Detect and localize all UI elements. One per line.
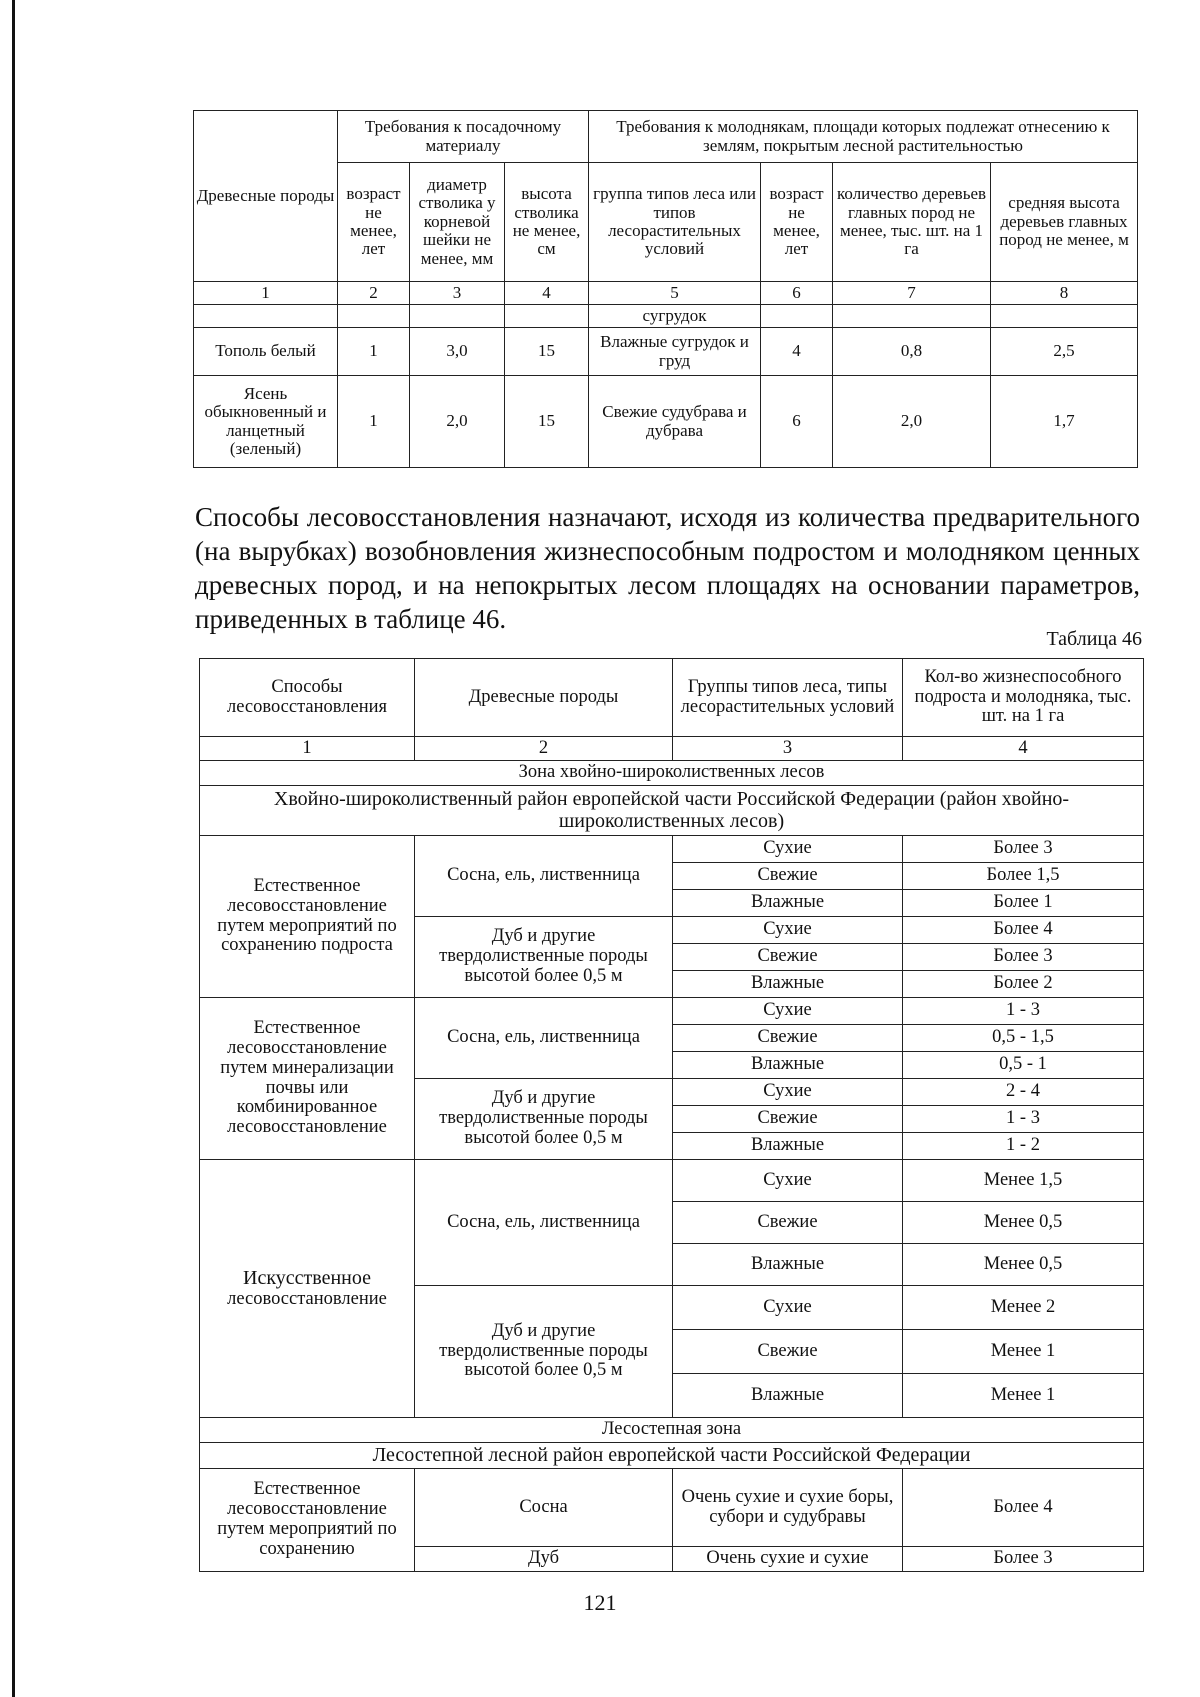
header-undergrowth-count: Кол-во жизнеспособного подроста и молодняка, тыс. шт. на 1 га bbox=[903, 659, 1144, 737]
zone-heading: Лесостепная зона bbox=[200, 1418, 1144, 1443]
cell-species: Ясень обыкновенный и ланцетный (зеленый) bbox=[194, 376, 338, 468]
header-young-growth: Требования к молоднякам, площади которых подлежат отнесению к землям, покрытым лесной растительностью bbox=[589, 111, 1138, 163]
table-46 bbox=[199, 658, 1144, 1572]
cell-value: Более 3 bbox=[903, 944, 1144, 971]
cell-count bbox=[833, 305, 991, 328]
cell-forest-type: Очень сухие и сухие боры, субори и судубравы bbox=[673, 1469, 903, 1547]
cell-species: Дуб и другие твердолиственные породы высотой более 0,5 м bbox=[415, 1079, 673, 1160]
header-forest-type: Группы типов леса, типы лесорастительных условий bbox=[673, 659, 903, 737]
cell-method: Естественное лесовосстановление путем минерализации почвы или комбинированное лесовосстановление bbox=[200, 998, 415, 1160]
header-planting-material: Требования к посадочному материалу bbox=[338, 111, 589, 163]
cell-value: 1 - 3 bbox=[903, 998, 1144, 1025]
cell-value: Менее 1 bbox=[903, 1330, 1144, 1374]
header-average-height: средняя высота деревьев главных пород не менее, м bbox=[991, 163, 1138, 282]
cell-value: 2 - 4 bbox=[903, 1079, 1144, 1106]
header-age-young: возраст не менее, лет bbox=[761, 163, 833, 282]
cell-species: Дуб и другие твердолиственные породы высотой более 0,5 м bbox=[415, 1286, 673, 1418]
cell-species: Сосна, ель, лиственница bbox=[415, 836, 673, 917]
cell-avg-height: 1,7 bbox=[991, 376, 1138, 468]
cell-age-young: 4 bbox=[761, 328, 833, 376]
zone-heading: Зона хвойно-широколиственных лесов bbox=[200, 761, 1144, 786]
col-number: 8 bbox=[991, 282, 1138, 305]
cell-forest-type: Свежие bbox=[673, 1106, 903, 1133]
col-number: 3 bbox=[410, 282, 505, 305]
table-row bbox=[200, 1160, 1144, 1202]
cell-value: Более 4 bbox=[903, 1469, 1144, 1547]
header-tree-count: количество деревьев главных пород не менее, тыс. шт. на 1 га bbox=[833, 163, 991, 282]
col-number: 5 bbox=[589, 282, 761, 305]
cell-height bbox=[505, 305, 589, 328]
cell-value: Более 2 bbox=[903, 971, 1144, 998]
cell-value: Более 3 bbox=[903, 1547, 1144, 1572]
table-caption: Таблица 46 bbox=[1046, 628, 1142, 650]
cell-value: Более 1 bbox=[903, 890, 1144, 917]
table-45-continuation bbox=[193, 110, 1138, 468]
cell-forest-type: Сухие bbox=[673, 836, 903, 863]
table-row bbox=[200, 1469, 1144, 1547]
col-number: 2 bbox=[415, 737, 673, 761]
cell-value: Менее 0,5 bbox=[903, 1202, 1144, 1244]
col-number: 7 bbox=[833, 282, 991, 305]
cell-height: 15 bbox=[505, 376, 589, 468]
cell-value: 1 - 3 bbox=[903, 1106, 1144, 1133]
table-row bbox=[194, 328, 1138, 376]
cell-forest-type: Очень сухие и сухие bbox=[673, 1547, 903, 1572]
cell-species: Дуб bbox=[415, 1547, 673, 1572]
cell-value: Менее 1,5 bbox=[903, 1160, 1144, 1202]
col-number: 3 bbox=[673, 737, 903, 761]
col-number: 1 bbox=[194, 282, 338, 305]
region-heading: Лесостепной лесной район европейской части Российской Федерации bbox=[200, 1443, 1144, 1469]
col-number: 1 bbox=[200, 737, 415, 761]
header-forest-type: группа типов леса или типов лесорастительных условий bbox=[589, 163, 761, 282]
header-method: Способы лесовосстановления bbox=[200, 659, 415, 737]
cell-avg-height: 2,5 bbox=[991, 328, 1138, 376]
cell-forest-type: Сухие bbox=[673, 917, 903, 944]
header-species: Древесные породы bbox=[415, 659, 673, 737]
cell-diameter bbox=[410, 305, 505, 328]
cell-forest-type: Влажные сугрудок и груд bbox=[589, 328, 761, 376]
cell-forest-type: Сухие bbox=[673, 1286, 903, 1330]
cell-diameter: 3,0 bbox=[410, 328, 505, 376]
cell-age-young bbox=[761, 305, 833, 328]
cell-method: Естественное лесовосстановление путем мероприятий по сохранению подроста bbox=[200, 836, 415, 998]
cell-diameter: 2,0 bbox=[410, 376, 505, 468]
cell-forest-type: Влажные bbox=[673, 1374, 903, 1418]
cell-age: 1 bbox=[338, 328, 410, 376]
table-row bbox=[194, 305, 1138, 328]
cell-species: Сосна, ель, лиственница bbox=[415, 1160, 673, 1286]
cell-forest-type: Влажные bbox=[673, 890, 903, 917]
cell-forest-type: Влажные bbox=[673, 1133, 903, 1160]
cell-forest-type: Влажные bbox=[673, 971, 903, 998]
table-row bbox=[200, 836, 1144, 863]
cell-method: Естественное лесовосстановление путем мероприятий по сохранению bbox=[200, 1469, 415, 1572]
cell-forest-type: сугрудок bbox=[589, 305, 761, 328]
cell-value: Более 4 bbox=[903, 917, 1144, 944]
cell-forest-type: Сухие bbox=[673, 998, 903, 1025]
cell-method bbox=[200, 1160, 415, 1418]
method-subtitle: лесовосстановление bbox=[227, 1288, 387, 1309]
cell-value: Более 3 bbox=[903, 836, 1144, 863]
body-paragraph: Способы лесовосстановления назначают, исходя из количества предварительного (на вырубках) возобновления жизнеспособным подростом и молодняком ценных древесных пород, и на непокрытых лесом площадях на основании параметров, приведенных в таблице 46. bbox=[195, 502, 1140, 634]
cell-forest-type: Свежие bbox=[673, 1025, 903, 1052]
page-number: 121 bbox=[583, 1590, 617, 1615]
column-number-row bbox=[194, 282, 1138, 305]
cell-forest-type: Влажные bbox=[673, 1052, 903, 1079]
table-row bbox=[200, 998, 1144, 1025]
col-number: 6 bbox=[761, 282, 833, 305]
cell-species: Сосна, ель, лиственница bbox=[415, 998, 673, 1079]
header-diameter: диаметр стволика у корневой шейки не менее, мм bbox=[410, 163, 505, 282]
cell-avg-height bbox=[991, 305, 1138, 328]
cell-species bbox=[194, 305, 338, 328]
column-number-row bbox=[200, 737, 1144, 761]
cell-forest-type: Свежие судубрава и дубрава bbox=[589, 376, 761, 468]
cell-count: 2,0 bbox=[833, 376, 991, 468]
cell-count: 0,8 bbox=[833, 328, 991, 376]
cell-forest-type: Влажные bbox=[673, 1244, 903, 1286]
cell-forest-type: Сухие bbox=[673, 1079, 903, 1106]
cell-value: Менее 1 bbox=[903, 1374, 1144, 1418]
cell-height: 15 bbox=[505, 328, 589, 376]
cell-value: 1 - 2 bbox=[903, 1133, 1144, 1160]
cell-value: Более 1,5 bbox=[903, 863, 1144, 890]
col-number: 4 bbox=[505, 282, 589, 305]
method-title: Искусственное bbox=[243, 1266, 371, 1289]
cell-value: Менее 2 bbox=[903, 1286, 1144, 1330]
scan-edge-line bbox=[12, 0, 15, 1697]
cell-value: Менее 0,5 bbox=[903, 1244, 1144, 1286]
cell-age-young: 6 bbox=[761, 376, 833, 468]
cell-value: 0,5 - 1 bbox=[903, 1052, 1144, 1079]
cell-species: Сосна bbox=[415, 1469, 673, 1547]
cell-forest-type: Свежие bbox=[673, 944, 903, 971]
cell-value: 0,5 - 1,5 bbox=[903, 1025, 1144, 1052]
table-row bbox=[194, 376, 1138, 468]
header-height: высота стволика не менее, см bbox=[505, 163, 589, 282]
col-number: 2 bbox=[338, 282, 410, 305]
cell-forest-type: Сухие bbox=[673, 1160, 903, 1202]
cell-forest-type: Свежие bbox=[673, 863, 903, 890]
header-species: Древесные породы bbox=[194, 111, 338, 282]
cell-age bbox=[338, 305, 410, 328]
header-age: возраст не менее, лет bbox=[338, 163, 410, 282]
cell-age: 1 bbox=[338, 376, 410, 468]
col-number: 4 bbox=[903, 737, 1144, 761]
region-heading: Хвойно-широколиственный район европейской части Российской Федерации (район хвойно-широколиственных лесов) bbox=[200, 786, 1144, 836]
cell-species: Тополь белый bbox=[194, 328, 338, 376]
cell-forest-type: Свежие bbox=[673, 1330, 903, 1374]
cell-forest-type: Свежие bbox=[673, 1202, 903, 1244]
cell-species: Дуб и другие твердолиственные породы высотой более 0,5 м bbox=[415, 917, 673, 998]
